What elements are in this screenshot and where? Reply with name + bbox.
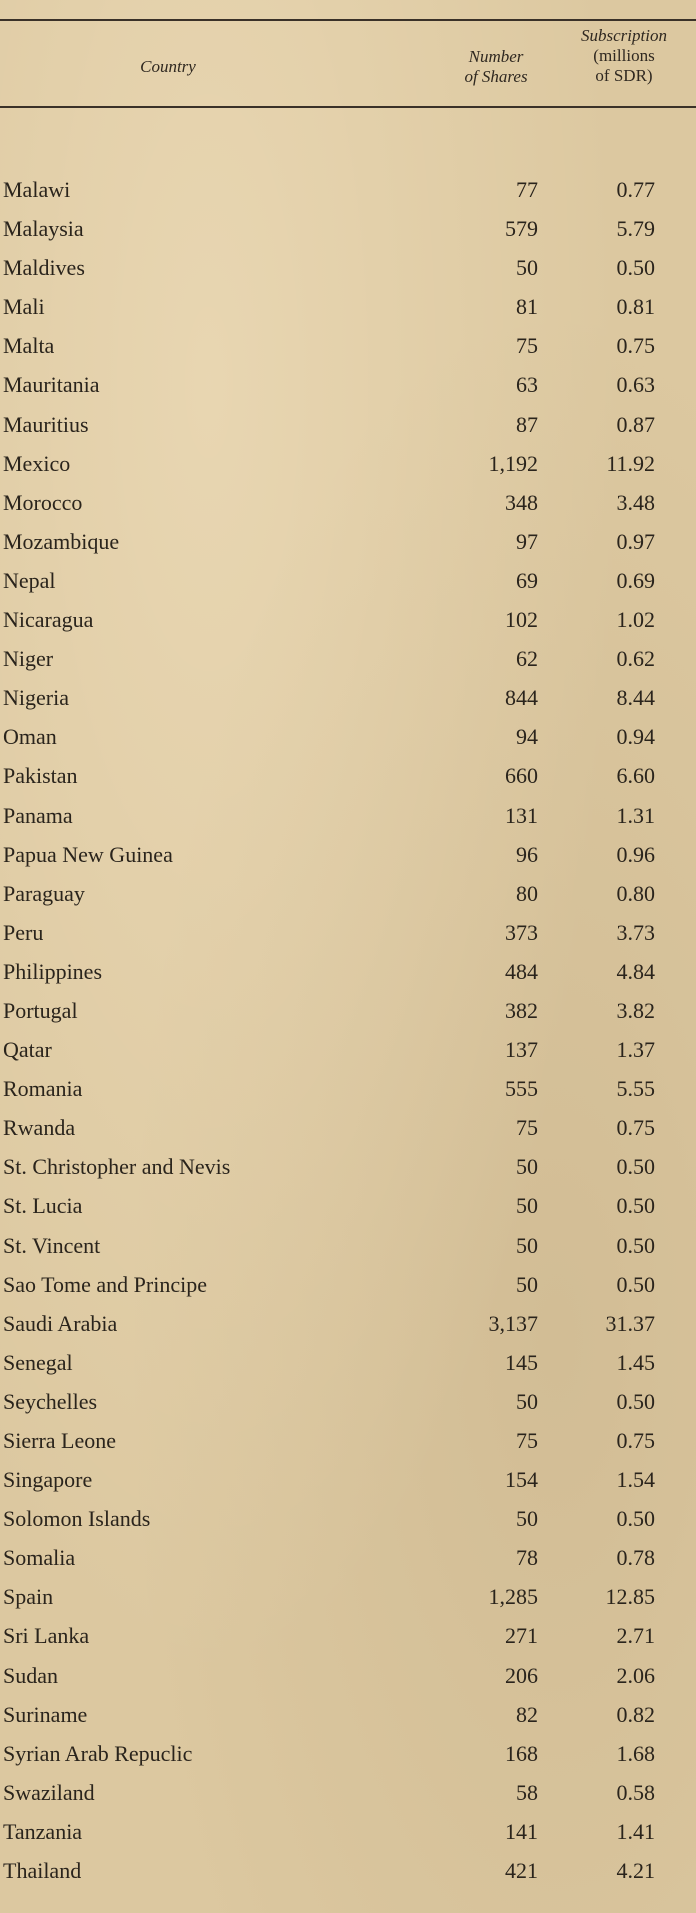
country-cell: Saudi Arabia <box>3 1310 118 1336</box>
subscription-cell: 0.87 <box>616 411 655 437</box>
shares-cell: 63 <box>516 372 538 398</box>
country-cell: Sao Tome and Principe <box>3 1271 207 1297</box>
subscription-header-line1: Subscription <box>581 26 667 45</box>
table-row <box>0 600 696 639</box>
table-row <box>0 1773 696 1812</box>
table-row <box>0 1734 696 1773</box>
shares-cell: 69 <box>516 567 538 593</box>
country-cell: Qatar <box>3 1037 52 1063</box>
shares-cell: 77 <box>516 177 538 202</box>
table-row <box>0 1460 696 1499</box>
shares-cell: 373 <box>505 919 538 945</box>
shares-cell: 844 <box>505 685 538 711</box>
subscription-cell: 1.45 <box>616 1349 655 1375</box>
country-cell: Pakistan <box>3 763 78 789</box>
shares-cell: 131 <box>505 802 538 828</box>
subscription-cell: 5.79 <box>616 216 655 242</box>
shares-cell: 78 <box>516 1545 538 1571</box>
shares-cell: 50 <box>516 1193 538 1219</box>
shares-cell: 62 <box>516 646 538 672</box>
country-cell: St. Vincent <box>3 1232 101 1258</box>
subscription-cell: 0.78 <box>616 1545 655 1571</box>
subscription-cell: 1.68 <box>616 1740 655 1766</box>
table-row <box>0 1147 696 1186</box>
country-cell: Seychelles <box>3 1388 98 1414</box>
subscription-cell: 1.54 <box>616 1467 655 1493</box>
subscription-cell: 1.41 <box>616 1818 655 1844</box>
subscription-cell: 0.75 <box>616 333 655 359</box>
subscription-cell: 0.62 <box>616 646 655 672</box>
country-cell: Syrian Arab Repuclic <box>3 1740 193 1766</box>
shares-cell: 50 <box>516 255 538 281</box>
country-cell: St. Christopher and Nevis <box>3 1154 231 1180</box>
country-cell: Malawi <box>3 177 71 202</box>
table-row <box>0 913 696 952</box>
table-row <box>0 1030 696 1069</box>
shares-cell: 50 <box>516 1388 538 1414</box>
table-row <box>0 1265 696 1304</box>
subscription-cell: 0.50 <box>616 1388 655 1414</box>
table-row <box>0 1226 696 1265</box>
table-row <box>0 1186 696 1225</box>
shares-cell: 421 <box>505 1858 538 1884</box>
shares-cell: 1,192 <box>488 450 538 476</box>
country-cell: Papua New Guinea <box>3 841 173 867</box>
table-row <box>0 1343 696 1382</box>
shares-cell: 141 <box>505 1818 538 1844</box>
table-body <box>0 170 696 1890</box>
country-cell: Tanzania <box>3 1818 83 1844</box>
subscription-cell: 0.50 <box>616 1232 655 1258</box>
shares-cell: 154 <box>505 1467 538 1493</box>
country-cell: Singapore <box>3 1467 93 1493</box>
shares-cell: 75 <box>516 1428 538 1453</box>
top-rule <box>0 19 696 21</box>
shares-cell: 58 <box>516 1779 538 1805</box>
subscription-cell: 3.82 <box>616 997 655 1023</box>
subscription-cell: 0.75 <box>616 1115 655 1141</box>
table-row <box>0 248 696 287</box>
subscription-cell: 6.60 <box>616 763 655 789</box>
country-cell: Mauritius <box>3 411 89 437</box>
shares-cell: 96 <box>516 841 538 867</box>
subscription-cell: 0.50 <box>616 255 655 281</box>
table-row <box>0 1421 696 1460</box>
country-cell: Somalia <box>3 1545 76 1571</box>
table-row <box>0 483 696 522</box>
table-row <box>0 874 696 913</box>
shares-cell: 75 <box>516 333 538 359</box>
shares-cell: 82 <box>516 1701 538 1727</box>
table-row <box>0 639 696 678</box>
table-row <box>0 522 696 561</box>
country-cell: Peru <box>3 919 44 945</box>
column-header-country <box>98 57 238 77</box>
country-cell: Morocco <box>3 489 83 515</box>
country-cell: Mexico <box>3 450 71 476</box>
shares-cell: 1,285 <box>488 1584 538 1610</box>
country-cell: Mauritania <box>3 372 100 398</box>
country-cell: Panama <box>3 802 73 828</box>
subscription-cell: 3.73 <box>616 919 655 945</box>
subscription-cell: 0.81 <box>616 294 655 320</box>
table-row <box>0 1538 696 1577</box>
subscription-cell: 0.77 <box>616 177 655 202</box>
shares-cell: 168 <box>505 1740 538 1766</box>
shares-cell: 348 <box>505 489 538 515</box>
subscription-cell: 1.02 <box>616 607 655 633</box>
country-cell: Nigeria <box>3 685 69 711</box>
table-row <box>0 1812 696 1851</box>
table-row <box>0 1616 696 1655</box>
country-cell: Sierra Leone <box>3 1428 116 1453</box>
table-row <box>0 1656 696 1695</box>
shares-cell: 50 <box>516 1154 538 1180</box>
shares-cell: 94 <box>516 724 538 750</box>
subscription-cell: 0.50 <box>616 1506 655 1532</box>
table-row <box>0 835 696 874</box>
subscription-cell: 4.21 <box>616 1858 655 1884</box>
table-row <box>0 1499 696 1538</box>
table-row <box>0 170 696 209</box>
table-row <box>0 796 696 835</box>
country-cell: Suriname <box>3 1701 88 1727</box>
table-row <box>0 326 696 365</box>
country-cell: Spain <box>3 1584 54 1610</box>
table-row <box>0 1577 696 1616</box>
table-row <box>0 1382 696 1421</box>
column-header-shares <box>446 47 546 87</box>
subscription-cell: 0.80 <box>616 880 655 906</box>
subscription-header-line3: of SDR) <box>595 66 653 85</box>
subscription-cell: 12.85 <box>605 1584 655 1610</box>
country-cell: Mozambique <box>3 528 120 554</box>
country-cell: Solomon Islands <box>3 1506 151 1532</box>
country-cell: Nepal <box>3 567 56 593</box>
subscription-cell: 0.96 <box>616 841 655 867</box>
shares-cell: 145 <box>505 1349 538 1375</box>
subscription-cell: 4.84 <box>616 958 655 984</box>
table-row <box>0 1069 696 1108</box>
shares-cell: 137 <box>505 1037 538 1063</box>
subscription-cell: 0.75 <box>616 1428 655 1453</box>
table-row <box>0 756 696 795</box>
subscription-cell: 0.50 <box>616 1154 655 1180</box>
shares-cell: 75 <box>516 1115 538 1141</box>
subscription-cell: 0.94 <box>616 724 655 750</box>
country-cell: Sri Lanka <box>3 1623 90 1649</box>
shares-cell: 81 <box>516 294 538 320</box>
subscription-header-line2: (millions <box>593 46 655 65</box>
shares-cell: 97 <box>516 528 538 554</box>
table-row <box>0 1108 696 1147</box>
subscription-cell: 3.48 <box>616 489 655 515</box>
shares-cell: 3,137 <box>488 1310 538 1336</box>
subscription-cell: 0.50 <box>616 1193 655 1219</box>
country-cell: Mali <box>3 294 45 320</box>
country-cell: Nicaragua <box>3 607 94 633</box>
country-cell: Maldives <box>3 255 85 281</box>
subscription-cell: 2.71 <box>616 1623 655 1649</box>
table-row <box>0 287 696 326</box>
shares-header-line2: of Shares <box>464 67 528 86</box>
country-cell: Portugal <box>3 997 78 1023</box>
shares-cell: 50 <box>516 1232 538 1258</box>
country-cell: Philippines <box>3 958 103 984</box>
subscription-cell: 2.06 <box>616 1662 655 1688</box>
subscription-cell: 31.37 <box>605 1310 655 1336</box>
header-rule <box>0 106 696 108</box>
subscription-cell: 0.69 <box>616 567 655 593</box>
shares-cell: 50 <box>516 1506 538 1532</box>
shares-cell: 87 <box>516 411 538 437</box>
shares-cell: 102 <box>505 607 538 633</box>
table-row <box>0 991 696 1030</box>
country-cell: Romania <box>3 1076 83 1102</box>
shares-cell: 579 <box>505 216 538 242</box>
table-row <box>0 561 696 600</box>
table-row <box>0 717 696 756</box>
subscription-cell: 0.82 <box>616 1701 655 1727</box>
shares-cell: 50 <box>516 1271 538 1297</box>
shares-cell: 271 <box>505 1623 538 1649</box>
table-row <box>0 405 696 444</box>
shares-cell: 80 <box>516 880 538 906</box>
subscription-cell: 1.37 <box>616 1037 655 1063</box>
table-row <box>0 1695 696 1734</box>
subscription-cell: 0.97 <box>616 528 655 554</box>
shares-cell: 660 <box>505 763 538 789</box>
table-row <box>0 1304 696 1343</box>
shares-cell: 206 <box>505 1662 538 1688</box>
table-row <box>0 444 696 483</box>
country-cell: Niger <box>3 646 54 672</box>
country-cell: Swaziland <box>3 1779 95 1805</box>
table-row <box>0 678 696 717</box>
table-row <box>0 952 696 991</box>
table-row <box>0 209 696 248</box>
country-cell: St. Lucia <box>3 1193 83 1219</box>
country-cell: Thailand <box>3 1858 82 1884</box>
column-header-subscription <box>552 26 696 86</box>
country-cell: Rwanda <box>3 1115 76 1141</box>
country-cell: Oman <box>3 724 57 750</box>
table-row <box>0 365 696 404</box>
subscription-cell: 0.58 <box>616 1779 655 1805</box>
shares-header-line1: Number <box>468 47 524 66</box>
subscription-cell: 1.31 <box>616 802 655 828</box>
country-cell: Senegal <box>3 1349 73 1375</box>
country-header-label: Country <box>140 57 196 76</box>
shares-cell: 555 <box>505 1076 538 1102</box>
subscription-cell: 11.92 <box>606 450 655 476</box>
shares-cell: 484 <box>505 958 538 984</box>
subscription-cell: 8.44 <box>616 685 655 711</box>
table-row <box>0 1851 696 1890</box>
subscription-cell: 0.63 <box>616 372 655 398</box>
subscription-cell: 0.50 <box>616 1271 655 1297</box>
shares-cell: 382 <box>505 997 538 1023</box>
country-cell: Sudan <box>3 1662 58 1688</box>
country-cell: Malta <box>3 333 55 359</box>
country-cell: Malaysia <box>3 216 84 242</box>
country-cell: Paraguay <box>3 880 85 906</box>
subscription-cell: 5.55 <box>616 1076 655 1102</box>
